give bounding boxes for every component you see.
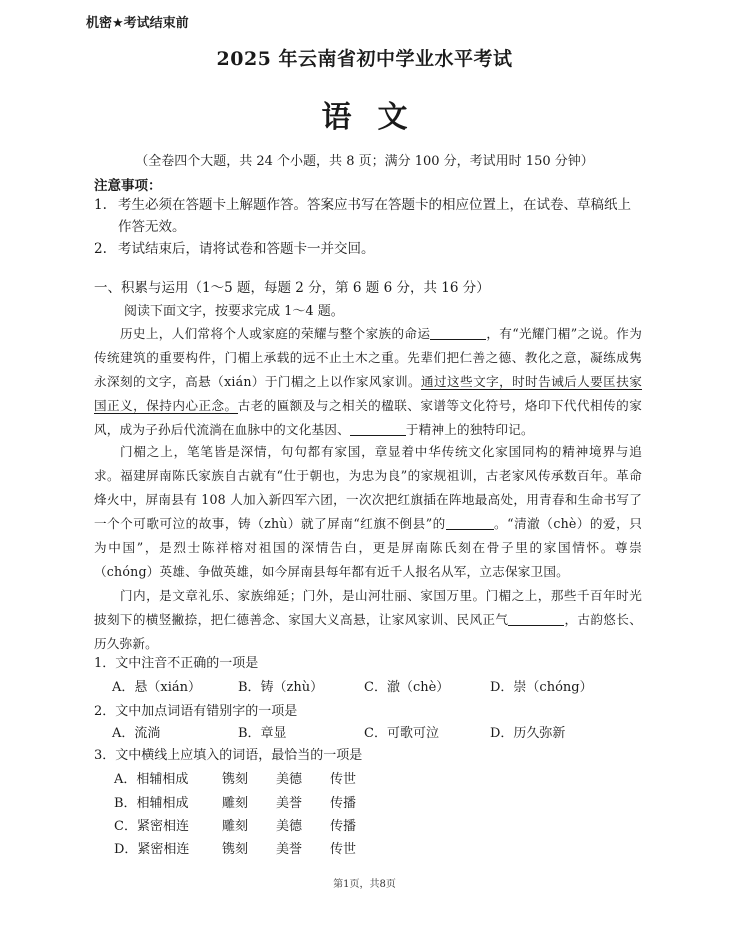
fill-blank bbox=[350, 421, 406, 436]
notice-number: 1. bbox=[94, 197, 107, 213]
fill-blank bbox=[430, 325, 486, 340]
option-a[interactable]: A．悬（xián） bbox=[112, 680, 202, 695]
exam-title: 2025 年云南省初中学业水平考试 bbox=[216, 48, 513, 70]
option-word: 美誉 bbox=[276, 842, 303, 857]
passage-paragraph-2 bbox=[94, 440, 642, 584]
option-b[interactable] bbox=[114, 792, 384, 811]
notice-number: 2. bbox=[94, 241, 107, 257]
option-word: 传世 bbox=[330, 842, 357, 857]
passage-paragraph-1 bbox=[94, 322, 642, 442]
notice-text: 考生必须在答题卡上解题作答。答案应书写在答题卡的相应位置上，在试卷、草稿纸上 bbox=[118, 197, 631, 213]
passage-text: 于精神上的独特印记。 bbox=[405, 422, 534, 437]
passage-paragraph-3 bbox=[94, 584, 642, 656]
option-a[interactable] bbox=[114, 768, 384, 787]
question-1-stem: 1．文中注音不正确的一项是 bbox=[94, 656, 259, 671]
option-word: 雕刻 bbox=[222, 796, 249, 811]
option-d[interactable] bbox=[114, 838, 384, 857]
option-d[interactable]: D．历久弥新 bbox=[490, 726, 566, 741]
notice-text-cont: 作答无效。 bbox=[118, 219, 186, 235]
fill-blank bbox=[508, 611, 564, 626]
option-c[interactable]: C．可歌可泣 bbox=[364, 726, 439, 741]
option-word: 美德 bbox=[276, 772, 303, 787]
option-word: D．紧密相连 bbox=[114, 842, 190, 857]
option-word: 美誉 bbox=[276, 796, 303, 811]
option-word: B．相辅相成 bbox=[114, 796, 189, 811]
passage-text: 历史上，人们常将个人或家庭的荣耀与整个家族的命运 bbox=[120, 326, 431, 341]
underlined-sentence: 通过这些文字，时时告诫后人要匡扶家国正义，保持内心正念。 bbox=[94, 374, 643, 413]
subject-title: 语文 bbox=[321, 100, 434, 135]
option-word: 镌刻 bbox=[222, 842, 249, 857]
option-a[interactable]: A．流淌 bbox=[112, 726, 161, 741]
question-1-options bbox=[112, 676, 632, 695]
option-word: 雕刻 bbox=[222, 819, 249, 834]
passage-text: 古老的匾额及与之相关的楹联、家谱等文化符号，烙印下代代相传的家风，成为子孙后代流淌在血脉中的文化基因、 bbox=[94, 398, 642, 437]
passage-text: 门内，是文章礼乐、家族绵延；门外，是山河壮丽、家国万里。门楣之上，那些千百年时光披刻下的横竖撇捺，把仁德善念、家国大义高悬，让家风家训、民风正气 bbox=[94, 588, 642, 627]
option-word: A．相辅相成 bbox=[114, 772, 189, 787]
page-number: 第1页，共8页 bbox=[333, 879, 396, 890]
option-c[interactable]: C．澈（chè） bbox=[364, 680, 450, 695]
option-word: 传世 bbox=[330, 772, 357, 787]
option-d[interactable]: D．崇（chóng） bbox=[490, 680, 593, 695]
option-word: 传播 bbox=[330, 819, 357, 834]
option-word: C．紧密相连 bbox=[114, 819, 189, 834]
passage-text: 门楣之上，笔笔皆是深情，句句都有家国，章显着中华传统文化家国同构的精神境界与追求。福建屏南陈氏家族自古就有“仕于朝也，为忠为良”的家规祖训，古老家风传承数百年。革命烽火中，屏南县有 108 人加入新四军六团，一次次把红旗插在阵地最高处，用青春和生命书写了一个个可歌可泣的故事，铸（zhù）就了屏南“红旗不倒县”的 bbox=[94, 444, 642, 531]
passage-text: ，有“光耀门楣”之说。作为传统建筑的重要构件，门楣上承载的远不止土木之重。先辈们把仁善之德、教化之意，凝练成隽永深刻的文字，高悬（xián）于门楣之上以作家风家训。 bbox=[94, 326, 642, 389]
exam-info: （全卷四个大题，共 24 个小题，共 8 页；满分 100 分，考试用时 150 分钟） bbox=[135, 154, 594, 169]
notice-item bbox=[94, 238, 654, 260]
fill-blank bbox=[446, 515, 494, 530]
option-b[interactable]: B．章显 bbox=[238, 726, 287, 741]
notice-title: 注意事项： bbox=[94, 178, 162, 194]
passage-text: ，古韵悠长、历久弥新。 bbox=[94, 612, 642, 651]
option-b[interactable]: B．铸（zhù） bbox=[238, 680, 324, 695]
option-word: 传播 bbox=[330, 796, 357, 811]
option-c[interactable] bbox=[114, 815, 384, 834]
question-3-stem: 3．文中横线上应填入的词语，最恰当的一项是 bbox=[94, 748, 363, 763]
option-word: 美德 bbox=[276, 819, 303, 834]
section-title: 一、积累与运用（1～5 题，每题 2 分，第 6 题 6 分，共 16 分） bbox=[94, 280, 490, 296]
notice-item bbox=[94, 194, 654, 238]
notice-text: 考试结束后，请将试卷和答题卡一并交回。 bbox=[118, 241, 375, 257]
question-2-stem: 2．文中加点词语有错别字的一项是 bbox=[94, 704, 298, 719]
confidential-label: 机密★考试结束前 bbox=[86, 16, 189, 31]
passage-text: 。“清澈（chè）的爱，只为中国”，是烈士陈祥榕对祖国的深情告白，更是屏南陈氏刻在骨子里的家国情怀。尊崇（chóng）英雄、争做英雄，如今屏南县每年都有近千人报名从军，立志保家卫国。 bbox=[94, 516, 642, 579]
question-2-options bbox=[112, 722, 632, 741]
option-word: 镌刻 bbox=[222, 772, 249, 787]
section-instruction: 阅读下面文字，按要求完成 1～4 题。 bbox=[124, 304, 344, 319]
